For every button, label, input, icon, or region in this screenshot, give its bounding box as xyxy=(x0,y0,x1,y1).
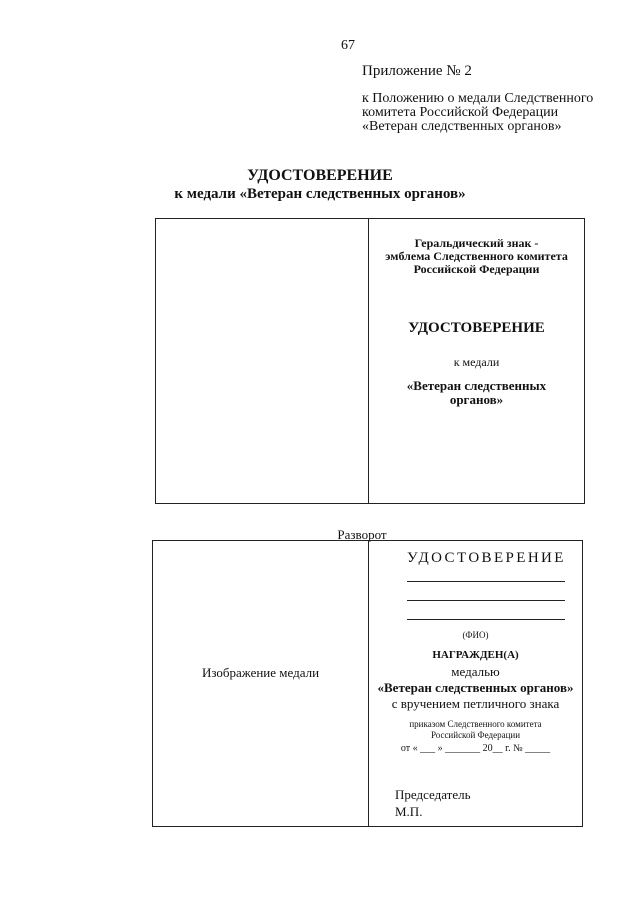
fio-label: (ФИО) xyxy=(462,630,489,640)
order-line: приказом Следственного комитета xyxy=(409,719,542,729)
certificate-spread xyxy=(152,540,583,827)
appendix-reference-line: к Положению о медали Следственного xyxy=(362,91,594,106)
seal-label: М.П. xyxy=(395,804,423,819)
cover-medal-name xyxy=(369,379,584,407)
cover-front-panel xyxy=(369,219,584,503)
chairman-label: Председатель xyxy=(395,787,471,802)
order-line: Российской Федерации xyxy=(430,730,521,740)
cover-to-medal: к медали xyxy=(453,355,500,369)
name-fill-line xyxy=(407,581,565,582)
with-sign-text: с вручением петличного знака xyxy=(391,696,560,711)
awarded-label: НАГРАЖДЕН(А) xyxy=(432,649,519,661)
heraldic-line: эмблема Следственного комитета xyxy=(385,249,568,263)
appendix-reference-line: комитета Российской Федерации xyxy=(362,105,559,120)
spread-title: УДОСТОВЕРЕНИЕ xyxy=(407,550,566,566)
page-number: 67 xyxy=(341,38,355,53)
appendix-reference-line: «Ветеран следственных органов» xyxy=(362,119,562,134)
medal-image-placeholder: Изображение медали xyxy=(201,665,320,680)
medal-name: «Ветеран следственных органов» xyxy=(377,680,574,695)
heraldic-sign-caption xyxy=(369,237,584,276)
appendix-reference xyxy=(362,92,624,134)
cover-medal-line: «Ветеран следственных xyxy=(406,378,547,393)
cover-title: УДОСТОВЕРЕНИЕ xyxy=(408,320,545,336)
medal-word: медалью xyxy=(451,664,500,679)
heraldic-line: Российской Федерации xyxy=(413,262,540,276)
certificate-cover xyxy=(155,218,585,504)
date-number-line: от « ___ » _______ 20__ г. № _____ xyxy=(400,743,551,754)
document-title: УДОСТОВЕРЕНИЕ xyxy=(247,167,393,184)
spread-inner-panel xyxy=(369,541,582,826)
heraldic-line: Геральдический знак - xyxy=(414,236,539,250)
name-fill-line xyxy=(407,619,565,620)
name-fill-line xyxy=(407,600,565,601)
spread-label: Разворот xyxy=(337,527,387,542)
cover-medal-line: органов» xyxy=(449,392,504,407)
document-subtitle: к медали «Ветеран следственных органов» xyxy=(174,186,466,202)
order-text xyxy=(369,719,582,741)
appendix-title: Приложение № 2 xyxy=(362,63,472,79)
